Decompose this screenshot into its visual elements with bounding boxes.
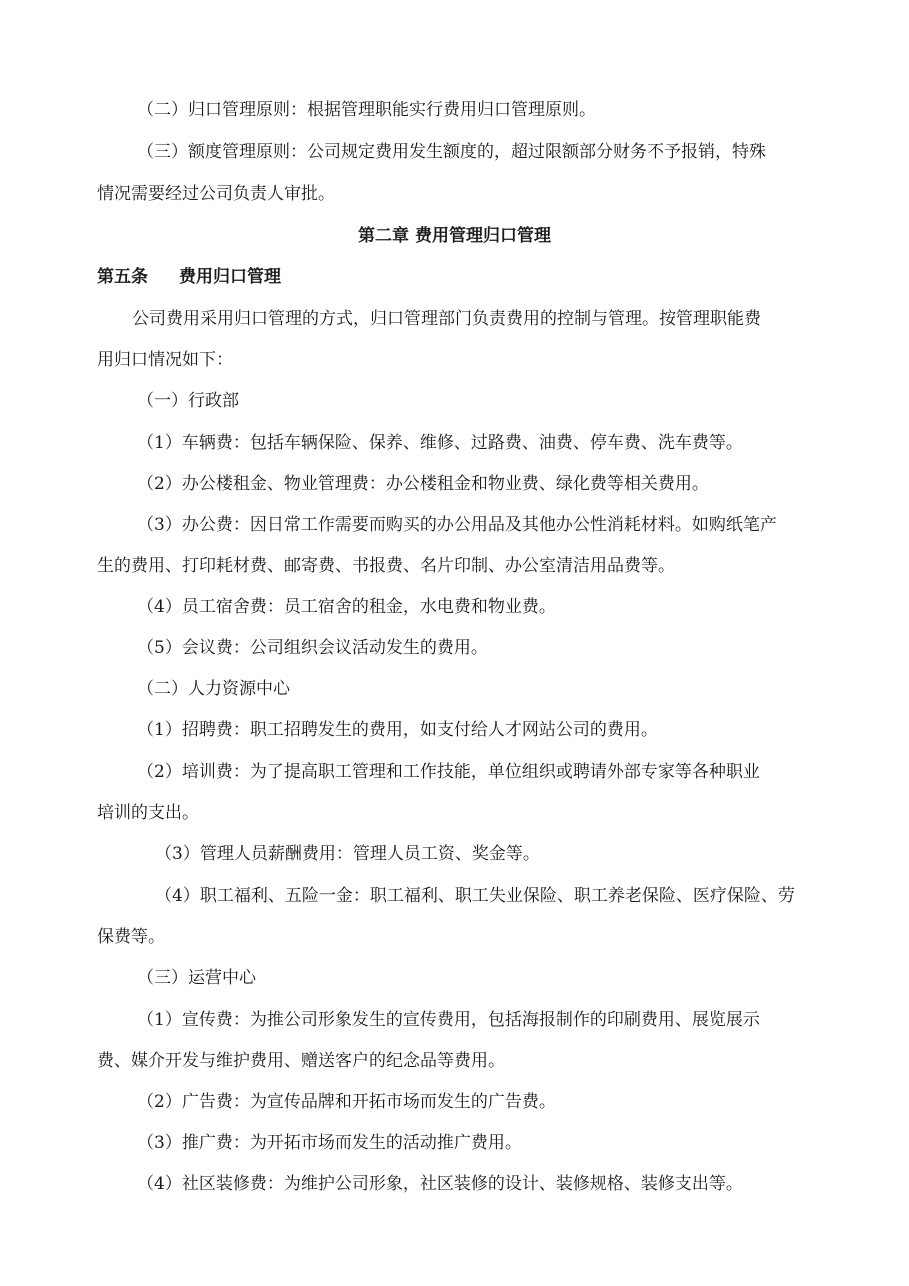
list-item-text: （1）宣传费：为推公司形象发生的宣传费用，包括海报制作的印刷费用、展览展示 [137, 1010, 760, 1030]
article-title: 费用归口管理 [179, 267, 281, 287]
list-item [0, 842, 909, 866]
list-item-text: （4）职工福利、五险一金：职工福利、职工失业保险、职工养老保险、医疗保险、劳 [155, 886, 795, 906]
paragraph-line [0, 182, 909, 206]
list-item [0, 801, 909, 825]
list-item [0, 472, 909, 496]
chapter-title: 第二章 费用管理归口管理 [358, 226, 551, 246]
list-item-text: （4）员工宿舍费：员工宿舍的租金，水电费和物业费。 [137, 597, 556, 617]
section-heading [0, 966, 909, 990]
list-item [0, 884, 909, 908]
list-item [0, 1090, 909, 1114]
list-item [0, 595, 909, 619]
list-item-text: 生的费用、打印耗材费、邮寄费、书报费、名片印制、办公室清洁用品费等。 [97, 556, 675, 576]
list-item-text: （2）办公楼租金、物业管理费：办公楼租金和物业费、绿化费等相关费用。 [137, 474, 709, 494]
list-item-text: （2）培训费：为了提高职工管理和工作技能，单位组织或聘请外部专家等各种职业 [137, 762, 760, 782]
list-item [0, 1131, 909, 1155]
paragraph-text: 情况需要经过公司负责人审批。 [97, 184, 335, 204]
list-item-text: （3）管理人员薪酬费用：管理人员工资、奖金等。 [155, 844, 540, 864]
section-heading [0, 389, 909, 413]
list-item [0, 718, 909, 742]
list-item [0, 636, 909, 660]
list-item [0, 513, 909, 537]
list-item [0, 554, 909, 578]
list-item [0, 760, 909, 784]
chapter-heading [0, 224, 909, 248]
paragraph-text: 用归口情况如下： [97, 350, 233, 370]
article-heading [0, 265, 909, 289]
section-title: （一）行政部 [137, 391, 239, 411]
paragraph-line [0, 98, 909, 122]
list-item-text: 保费等。 [97, 927, 165, 947]
list-item-text: （1）车辆费：包括车辆保险、保养、维修、过路费、油费、停车费、洗车费等。 [137, 433, 743, 453]
list-item-text: （1）招聘费：职工招聘发生的费用，如支付给人才网站公司的费用。 [137, 720, 658, 740]
section-title: （三）运营中心 [137, 968, 256, 988]
section-title: （二）人力资源中心 [137, 679, 290, 699]
list-item-text: （5）会议费：公司组织会议活动发生的费用。 [137, 638, 488, 658]
list-item-text: 培训的支出。 [97, 803, 199, 823]
paragraph-text: 公司费用采用归口管理的方式，归口管理部门负责费用的控制与管理。按管理职能费 [132, 309, 761, 329]
article-number: 第五条 [97, 267, 148, 287]
paragraph-line [0, 348, 909, 372]
list-item-text: （3）推广费：为开拓市场而发生的活动推广费用。 [137, 1133, 522, 1153]
section-heading [0, 677, 909, 701]
list-item-text: 费、媒介开发与维护费用、赠送客户的纪念品等费用。 [97, 1051, 505, 1071]
list-item [0, 431, 909, 455]
paragraph-line [0, 140, 909, 164]
paragraph-text: （三）额度管理原则：公司规定费用发生额度的，超过限额部分财务不予报销，特殊 [137, 142, 766, 162]
list-item-text: （2）广告费：为宣传品牌和开拓市场而发生的广告费。 [137, 1092, 556, 1112]
paragraph-text: （二）归口管理原则：根据管理职能实行费用归口管理原则。 [137, 100, 596, 120]
list-item-text: （3）办公费：因日常工作需要而购买的办公用品及其他办公性消耗材料。如购纸笔产 [137, 515, 777, 535]
list-item [0, 1172, 909, 1196]
paragraph-line [0, 307, 909, 331]
list-item [0, 1008, 909, 1032]
list-item-text: （4）社区装修费：为维护公司形象，社区装修的设计、装修规格、装修支出等。 [137, 1174, 743, 1194]
list-item [0, 1049, 909, 1073]
list-item [0, 925, 909, 949]
